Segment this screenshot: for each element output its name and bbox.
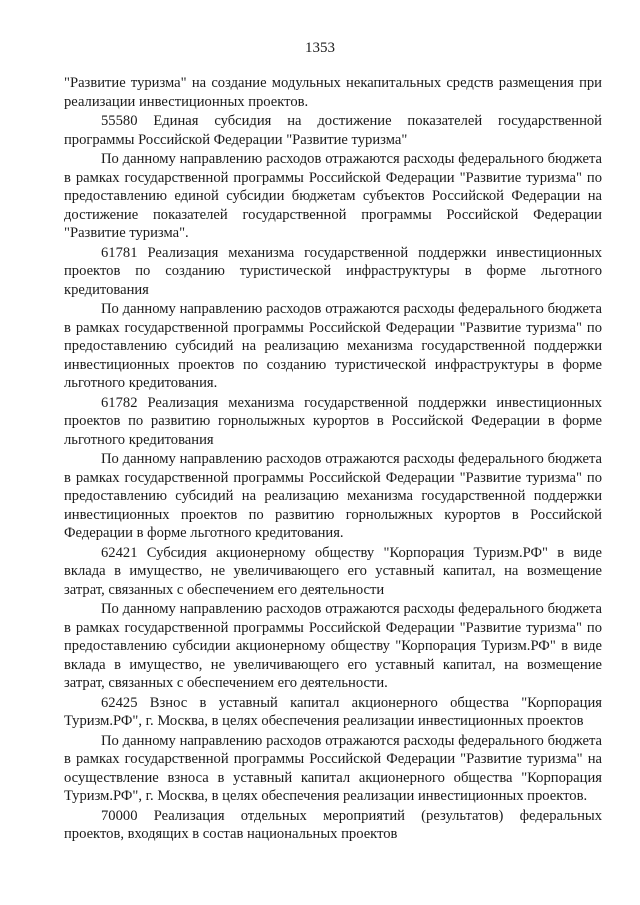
paragraph-heading-61781: 61781 Реализация механизма государственной поддержки инвестиционных проектов по созданию туристической инфраструктуры в форме льготного кредитования [64, 244, 602, 298]
paragraph-continuation: "Развитие туризма" на создание модульных некапитальных средств размещения при реализации инвестиционных проектов. [64, 75, 602, 110]
paragraph-description: По данному направлению расходов отражаются расходы федерального бюджета в рамках государственной программы Российской Федерации "Развитие туризма" по предоставлению субсидий на реализацию механизма государственной поддержки инвестиционных проектов по созданию туристической инфраструктуры в форме льготного кредитования. [64, 301, 602, 391]
paragraph-heading-61782: 61782 Реализация механизма государственной поддержки инвестиционных проектов по развитию горнолыжных курортов в Российской Федерации в форме льготного кредитования [64, 394, 602, 448]
document-body [64, 74, 602, 844]
paragraph-description: По данному направлению расходов отражаются расходы федерального бюджета в рамках государственной программы Российской Федерации "Развитие туризма" по предоставлению субсидии акционерному обществу "Корпорация Туризм.РФ" в виде вклада в имущество, не увеличивающего его уставный капитал, на возмещение затрат, связанных с обеспечением его деятельности. [64, 601, 602, 691]
paragraph-description: По данному направлению расходов отражаются расходы федерального бюджета в рамках государственной программы Российской Федерации "Развитие туризма" по предоставлению субсидий на реализацию механизма государственной поддержки инвестиционных проектов по развитию горнолыжных курортов в Российской Федерации в форме льготного кредитования. [64, 451, 602, 541]
paragraph-heading-70000: 70000 Реализация отдельных мероприятий (результатов) федеральных проектов, входящих в состав национальных проектов [64, 807, 602, 842]
paragraph-description: По данному направлению расходов отражаются расходы федерального бюджета в рамках государственной программы Российской Федерации "Развитие туризма" на осуществление взноса в уставный капитал акционерного общества "Корпорация Туризм.РФ", г. Москва, в целях обеспечения реализации инвестиционных проектов. [64, 732, 602, 804]
page-number: 1353 [305, 40, 335, 56]
paragraph-description: По данному направлению расходов отражаются расходы федерального бюджета в рамках государственной программы Российской Федерации "Развитие туризма" по предоставлению единой субсидии бюджетам субъектов Российской Федерации на достижение показателей государственной программы Российской Федерации "Развитие туризма". [64, 151, 602, 241]
paragraph-heading-62421: 62421 Субсидия акционерному обществу "Корпорация Туризм.РФ" в виде вклада в имущество, не увеличивающего его уставный капитал, на возмещение затрат, связанных с обеспечением его деятельности [64, 544, 602, 598]
paragraph-heading-55580: 55580 Единая субсидия на достижение показателей государственной программы Российской Федерации "Развитие туризма" [64, 113, 602, 148]
paragraph-heading-62425: 62425 Взнос в уставный капитал акционерного общества "Корпорация Туризм.РФ", г. Москва, в целях обеспечения реализации инвестиционных проектов [64, 694, 602, 729]
